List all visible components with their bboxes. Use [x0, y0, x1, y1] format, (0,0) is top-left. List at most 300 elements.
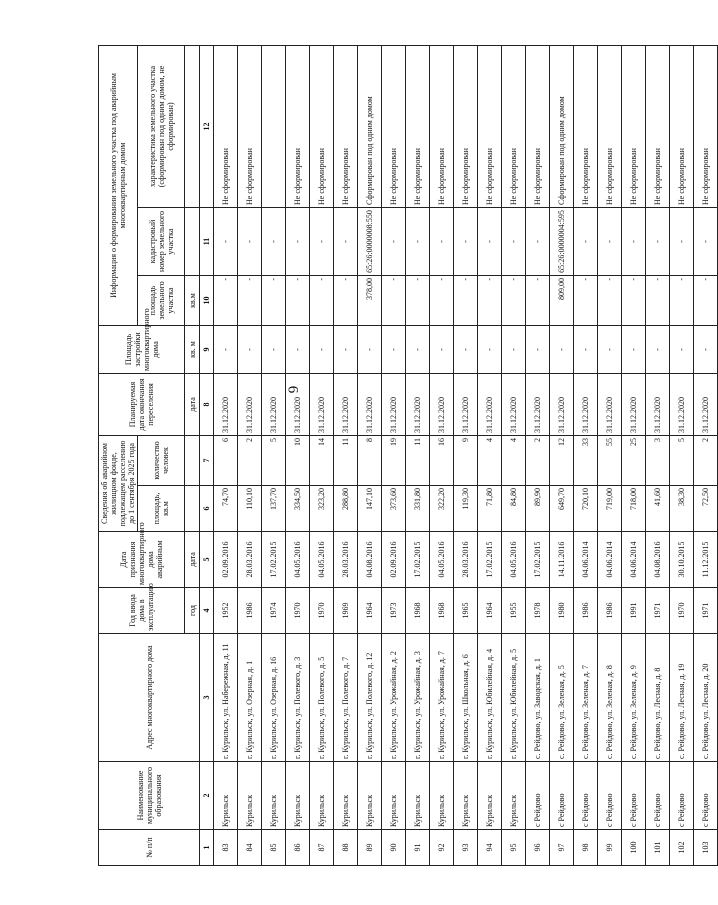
table-row [454, 45, 478, 865]
table-row [334, 45, 358, 865]
cell-year: 1968 [406, 588, 430, 634]
cell-cad: - [478, 207, 502, 275]
cell-people: 11 [334, 435, 358, 485]
cell-char: Не сформирован [526, 45, 550, 207]
cell-mun: Курильск [502, 762, 526, 830]
cell-built: - [574, 325, 598, 373]
table-row [694, 45, 718, 865]
cell-char: Не сформирован [214, 45, 238, 207]
cell-no: 92 [430, 830, 454, 866]
table-row [550, 45, 574, 865]
table-row [382, 45, 406, 865]
cell-date: 31.12.2020 [478, 373, 502, 435]
cell-mun: Курильск [262, 762, 286, 830]
cell-land: - [382, 275, 406, 325]
cell-no: 96 [526, 830, 550, 866]
cell-date: 31.12.2020 [502, 373, 526, 435]
cell-rec: 04.06.2014 [574, 532, 598, 588]
header-people: количество человек [138, 435, 185, 485]
cell-year: 1986 [598, 588, 622, 634]
unit-date-2: дата [185, 373, 200, 435]
cell-char: Не сформирован [406, 45, 430, 207]
cell-addr: г. Курильск, ул. Набережная, д. 11 [214, 634, 238, 762]
cell-char: Сформирован под одним домом [358, 45, 382, 207]
table-row [670, 45, 694, 865]
header-area: площадь, кв.м [138, 486, 185, 532]
cell-cad: - [574, 207, 598, 275]
cell-cad: - [502, 207, 526, 275]
cell-built: - [646, 325, 670, 373]
cell-year: 1986 [574, 588, 598, 634]
cell-land: - [526, 275, 550, 325]
cell-year: 1978 [526, 588, 550, 634]
cell-cad: - [526, 207, 550, 275]
cell-no: 102 [670, 830, 694, 866]
cell-mun: Курильск [286, 762, 310, 830]
cell-people: 19 [382, 435, 406, 485]
cell-rec: 30.10.2015 [670, 532, 694, 588]
table-row [286, 45, 310, 865]
cell-land: 809,00 [550, 275, 574, 325]
cell-date: 31.12.2020 [598, 373, 622, 435]
column-number: 5 [200, 532, 214, 588]
cell-addr: г. Курильск, ул. Озерная, д. 16 [262, 634, 286, 762]
cell-year: 1986 [238, 588, 262, 634]
cell-built: - [694, 325, 718, 373]
table-row [406, 45, 430, 865]
cell-people: 16 [430, 435, 454, 485]
unit-year: год [185, 588, 200, 634]
cell-rec: 11.12.2015 [694, 532, 718, 588]
cell-rec: 17.02.2015 [478, 532, 502, 588]
cell-date: 31.12.2020 [238, 373, 262, 435]
table-row [310, 45, 334, 865]
cell-date: 31.12.2020 [214, 373, 238, 435]
cell-area: 719,00 [598, 486, 622, 532]
cell-addr: с. Рейдово, ул. Лесная, д. 8 [646, 634, 670, 762]
cell-people: 4 [478, 435, 502, 485]
cell-area: 41,60 [646, 486, 670, 532]
cell-land: - [214, 275, 238, 325]
cell-cad: - [430, 207, 454, 275]
cell-built: - [382, 325, 406, 373]
cell-area: 110,10 [238, 486, 262, 532]
cell-people: 12 [550, 435, 574, 485]
cell-addr: г. Курильск, ул. Урожайная, д. 3 [406, 634, 430, 762]
header-relocation-date: Планируемая дата окончания переселения [99, 373, 185, 435]
cell-cad: - [646, 207, 670, 275]
cell-year: 1970 [310, 588, 334, 634]
cell-mun: с Рейдово [622, 762, 646, 830]
cell-no: 84 [238, 830, 262, 866]
cell-char: Не сформирован [502, 45, 526, 207]
cell-people: 8 [358, 435, 382, 485]
table-row [646, 45, 670, 865]
cell-no: 88 [334, 830, 358, 866]
unit-sqm: кв. м [185, 325, 200, 373]
header-no: № п/п [99, 830, 200, 866]
cell-mun: Курильск [382, 762, 406, 830]
cell-land: - [622, 275, 646, 325]
header-land-info: Информация о формировании земельного участка под аварийным многоквартирным домом [99, 45, 138, 325]
cell-land: - [430, 275, 454, 325]
column-number: 4 [200, 588, 214, 634]
unit-empty-2 [185, 435, 200, 485]
page-number: 6 [284, 385, 301, 394]
cell-no: 87 [310, 830, 334, 866]
cell-rec: 04.08.2016 [646, 532, 670, 588]
cell-area: 649,70 [550, 486, 574, 532]
column-number: 8 [200, 373, 214, 435]
cell-area: 71,80 [478, 486, 502, 532]
cell-area: 322,20 [430, 486, 454, 532]
cell-people: 2 [238, 435, 262, 485]
cell-cad: - [694, 207, 718, 275]
cell-built: - [238, 325, 262, 373]
cell-built: - [670, 325, 694, 373]
cell-year: 1968 [430, 588, 454, 634]
cell-people: 14 [310, 435, 334, 485]
column-number: 12 [200, 45, 214, 207]
emergency-housing-table [98, 45, 718, 866]
cell-land: - [574, 275, 598, 325]
cell-no: 91 [406, 830, 430, 866]
table-row [574, 45, 598, 865]
cell-rec: 04.05.2016 [286, 532, 310, 588]
cell-no: 101 [646, 830, 670, 866]
header-year: Год ввода дома в эксплуатацию [99, 588, 185, 634]
cell-rec: 04.05.2016 [502, 532, 526, 588]
cell-land: - [406, 275, 430, 325]
cell-land: - [454, 275, 478, 325]
cell-people: 6 [214, 435, 238, 485]
cell-people: 2 [526, 435, 550, 485]
cell-land: - [502, 275, 526, 325]
cell-no: 95 [502, 830, 526, 866]
cell-mun: с Рейдово [670, 762, 694, 830]
cell-built: - [310, 325, 334, 373]
cell-mun: Курильск [214, 762, 238, 830]
column-number-row [200, 45, 214, 865]
cell-area: 323,20 [310, 486, 334, 532]
table-row [478, 45, 502, 865]
cell-no: 100 [622, 830, 646, 866]
cell-addr: г. Курильск, ул. Урожайная, д. 7 [430, 634, 454, 762]
cell-rec: 02.09.2016 [382, 532, 406, 588]
cell-addr: с. Рейдово, ул. Зеленая, д. 8 [598, 634, 622, 762]
cell-people: 9 [454, 435, 478, 485]
cell-area: 137,70 [262, 486, 286, 532]
cell-mun: Курильск [406, 762, 430, 830]
cell-addr: г. Курильск, ул. Озерная, д. 1 [238, 634, 262, 762]
table-row [598, 45, 622, 865]
cell-built: - [358, 325, 382, 373]
cell-cad: 65:26:0000008:550 [358, 207, 382, 275]
cell-built: - [430, 325, 454, 373]
cell-built: - [550, 325, 574, 373]
cell-char: Не сформирован [670, 45, 694, 207]
cell-area: 72,50 [694, 486, 718, 532]
cell-people: 25 [622, 435, 646, 485]
cell-date: 31.12.2020 [574, 373, 598, 435]
column-number: 2 [200, 762, 214, 830]
cell-rec: 17.02.2015 [526, 532, 550, 588]
cell-people: 5 [262, 435, 286, 485]
cell-year: 1974 [262, 588, 286, 634]
cell-char: Не сформирован [694, 45, 718, 207]
cell-rec: 17.02.2015 [262, 532, 286, 588]
column-number: 3 [200, 634, 214, 762]
cell-date: 31.12.2020 [262, 373, 286, 435]
cell-cad: - [334, 207, 358, 275]
column-number: 6 [200, 486, 214, 532]
cell-land: - [646, 275, 670, 325]
cell-addr: с. Рейдово, ул. Лесная, д. 20 [694, 634, 718, 762]
header-recognition-date: Дата признания многоквартирного дома аварийным [99, 532, 185, 588]
cell-people: 55 [598, 435, 622, 485]
cell-year: 1970 [670, 588, 694, 634]
cell-date: 31.12.2020 [430, 373, 454, 435]
cell-rec: 02.09.2016 [214, 532, 238, 588]
cell-rec: 04.06.2014 [622, 532, 646, 588]
cell-char: Не сформирован [334, 45, 358, 207]
unit-empty-4 [185, 45, 200, 207]
cell-cad: - [622, 207, 646, 275]
header-characteristic: характеристика земельного участка (сформирован под одним домом, не сформирован) [138, 45, 185, 207]
header-housing-info: Сведения об аварийном жилищном фонде, подлежащем расселению до 1 сентября 2025 года [99, 435, 138, 531]
cell-char: Не сформирован [622, 45, 646, 207]
cell-date: 31.12.2020 [454, 373, 478, 435]
cell-year: 1980 [550, 588, 574, 634]
cell-rec: 04.06.2014 [598, 532, 622, 588]
cell-no: 93 [454, 830, 478, 866]
cell-area: 89,90 [526, 486, 550, 532]
cell-char: Не сформирован [382, 45, 406, 207]
cell-char: Не сформирован [598, 45, 622, 207]
cell-mun: Курильск [478, 762, 502, 830]
cell-addr: г. Курильск, ул. Школьная, д. 6 [454, 634, 478, 762]
header-cadastral: кадастровый номер земельного участка [138, 207, 185, 275]
rotated-table-container [98, 46, 710, 866]
cell-area: 74,70 [214, 486, 238, 532]
cell-land: - [478, 275, 502, 325]
cell-built: - [262, 325, 286, 373]
cell-year: 1971 [694, 588, 718, 634]
cell-addr: с. Рейдово, ул. Зеленая, д. 5 [550, 634, 574, 762]
cell-no: 94 [478, 830, 502, 866]
cell-built: - [334, 325, 358, 373]
cell-addr: г. Курильск, ул. Урожайная, д. 2 [382, 634, 406, 762]
cell-addr: г. Курильск, ул. Юбилейная, д. 5 [502, 634, 526, 762]
cell-rec: 28.03.2016 [454, 532, 478, 588]
table-row [238, 45, 262, 865]
cell-rec: 17.02.2015 [406, 532, 430, 588]
table-row [622, 45, 646, 865]
cell-date: 31.12.2020 [358, 373, 382, 435]
cell-cad: 65:26:0000004:595 [550, 207, 574, 275]
cell-addr: г. Курильск, ул. Полевого, д. 7 [334, 634, 358, 762]
cell-cad: - [670, 207, 694, 275]
unit-date: дата [185, 532, 200, 588]
cell-built: - [214, 325, 238, 373]
cell-built: - [406, 325, 430, 373]
cell-char [262, 45, 286, 207]
cell-people: 33 [574, 435, 598, 485]
cell-rec: 14.11.2016 [550, 532, 574, 588]
cell-land: - [670, 275, 694, 325]
cell-land: - [286, 275, 310, 325]
cell-mun: с Рейдово [598, 762, 622, 830]
unit-empty-1 [185, 486, 200, 532]
cell-date: 31.12.2020 [310, 373, 334, 435]
cell-date: 31.12.2020 [694, 373, 718, 435]
table-row [526, 45, 550, 865]
unit-sqm-2: кв.м [185, 275, 200, 325]
cell-cad: - [598, 207, 622, 275]
cell-addr: г. Курильск, ул. Юбилейная, д. 4 [478, 634, 502, 762]
cell-year: 1991 [622, 588, 646, 634]
cell-area: 718,00 [622, 486, 646, 532]
cell-mun: Курильск [334, 762, 358, 830]
cell-mun: с Рейдово [646, 762, 670, 830]
cell-area: 331,80 [406, 486, 430, 532]
cell-year: 1973 [382, 588, 406, 634]
cell-cad: - [286, 207, 310, 275]
cell-built: - [478, 325, 502, 373]
cell-no: 90 [382, 830, 406, 866]
header-address: Адрес многоквартирного дома [99, 634, 200, 762]
cell-year: 1971 [646, 588, 670, 634]
column-number: 10 [200, 275, 214, 325]
cell-people: 2 [694, 435, 718, 485]
cell-year: 1970 [286, 588, 310, 634]
cell-date: 31.12.2020 [334, 373, 358, 435]
cell-cad: - [310, 207, 334, 275]
cell-area: 373,60 [382, 486, 406, 532]
cell-year: 1964 [358, 588, 382, 634]
table-row [502, 45, 526, 865]
cell-no: 83 [214, 830, 238, 866]
cell-people: 3 [646, 435, 670, 485]
column-number: 1 [200, 830, 214, 866]
cell-cad: - [454, 207, 478, 275]
cell-no: 86 [286, 830, 310, 866]
cell-built: - [526, 325, 550, 373]
cell-no: 99 [598, 830, 622, 866]
cell-addr: с. Рейдово, ул. Лесная, д. 19 [670, 634, 694, 762]
cell-land: - [694, 275, 718, 325]
cell-mun: Курильск [358, 762, 382, 830]
header-municipality: Наименование муниципального образования [99, 762, 200, 830]
cell-addr: с. Рейдово, ул. Заводская, д. 1 [526, 634, 550, 762]
cell-no: 103 [694, 830, 718, 866]
cell-land: 378,00 [358, 275, 382, 325]
cell-area: 720,10 [574, 486, 598, 532]
cell-no: 98 [574, 830, 598, 866]
cell-people: 5 [670, 435, 694, 485]
cell-date: 31.12.2020 [382, 373, 406, 435]
cell-land: - [310, 275, 334, 325]
cell-date: 31.12.2020 [670, 373, 694, 435]
cell-year: 1964 [478, 588, 502, 634]
cell-addr: г. Курильск, ул. Полевого, д. 3 [286, 634, 310, 762]
cell-people: 10 [286, 435, 310, 485]
table-row [214, 45, 238, 865]
cell-date: 31.12.2020 [286, 373, 310, 435]
cell-year: 1965 [454, 588, 478, 634]
cell-year: 1952 [214, 588, 238, 634]
header-land-area: площадь земельного участка [138, 275, 185, 325]
cell-mun: с Рейдово [574, 762, 598, 830]
cell-cad: - [382, 207, 406, 275]
cell-char: Не сформирован [646, 45, 670, 207]
cell-rec: 04.05.2016 [310, 532, 334, 588]
cell-land: - [334, 275, 358, 325]
table-row [358, 45, 382, 865]
cell-built: - [598, 325, 622, 373]
cell-cad: - [238, 207, 262, 275]
cell-built: - [454, 325, 478, 373]
cell-built: - [622, 325, 646, 373]
cell-date: 31.12.2020 [646, 373, 670, 435]
cell-area: 119,30 [454, 486, 478, 532]
cell-mun: Курильск [310, 762, 334, 830]
cell-mun: с Рейдово [526, 762, 550, 830]
cell-rec: 04.05.2016 [430, 532, 454, 588]
cell-year: 1969 [334, 588, 358, 634]
unit-empty-3 [185, 207, 200, 275]
header-built-area: Площадь застройки многоквартирного дома [99, 325, 185, 373]
cell-char: Не сформирован [454, 45, 478, 207]
cell-mun: с Рейдово [694, 762, 718, 830]
cell-area: 288,80 [334, 486, 358, 532]
cell-char: Не сформирован [286, 45, 310, 207]
cell-cad: - [262, 207, 286, 275]
column-number: 9 [200, 325, 214, 373]
cell-mun: с Рейдово [550, 762, 574, 830]
cell-mun: Курильск [238, 762, 262, 830]
cell-addr: с. Рейдово, ул. Зеленая, д. 9 [622, 634, 646, 762]
cell-char: Не сформирован [478, 45, 502, 207]
cell-rec: 04.08.2016 [358, 532, 382, 588]
cell-date: 31.12.2020 [526, 373, 550, 435]
table-row [430, 45, 454, 865]
cell-area: 84,80 [502, 486, 526, 532]
column-number: 11 [200, 207, 214, 275]
cell-date: 31.12.2020 [622, 373, 646, 435]
cell-land: - [238, 275, 262, 325]
cell-char: Не сформирован [430, 45, 454, 207]
cell-char: Не сформирован [238, 45, 262, 207]
cell-char: Не сформирован [574, 45, 598, 207]
cell-mun: Курильск [430, 762, 454, 830]
cell-cad: - [214, 207, 238, 275]
cell-date: 31.12.2020 [406, 373, 430, 435]
cell-no: 89 [358, 830, 382, 866]
cell-no: 97 [550, 830, 574, 866]
cell-built: - [286, 325, 310, 373]
cell-area: 38,30 [670, 486, 694, 532]
cell-land: - [262, 275, 286, 325]
cell-char: Не сформирован [310, 45, 334, 207]
cell-cad: - [406, 207, 430, 275]
cell-addr: г. Курильск, ул. Полевого, д. 12 [358, 634, 382, 762]
cell-char: Сформирован под одним домом [550, 45, 574, 207]
column-number: 7 [200, 435, 214, 485]
cell-rec: 28.03.2016 [238, 532, 262, 588]
cell-date: 31.12.2020 [550, 373, 574, 435]
table-row [262, 45, 286, 865]
